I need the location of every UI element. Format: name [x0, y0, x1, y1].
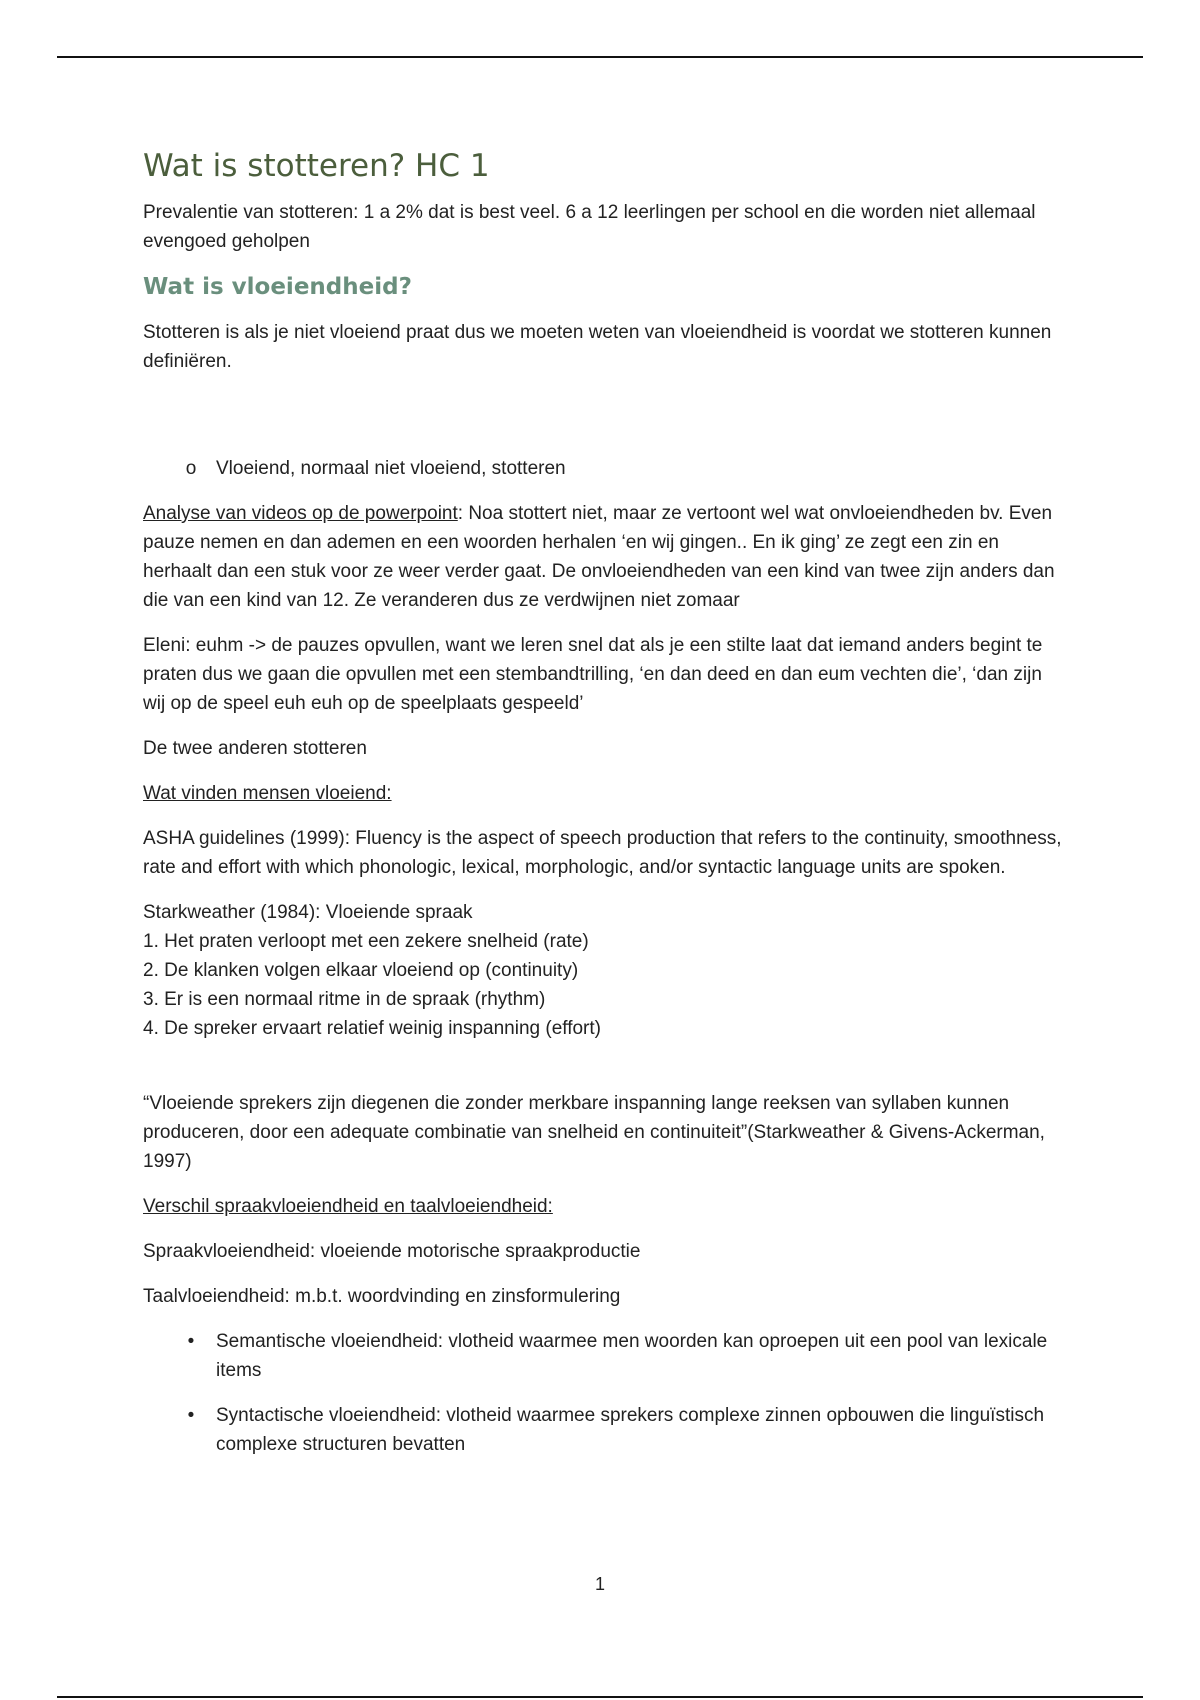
- list-item: 1. Het praten verloopt met een zekere snelheid (rate): [143, 931, 589, 952]
- header-rule: [57, 56, 1143, 58]
- circle-bullet-list: [143, 454, 1063, 483]
- list-item: 2. De klanken volgen elkaar vloeiend op (continuity): [143, 960, 579, 981]
- list-item-text: Semantische vloeiendheid: vlotheid waarmee men woorden kan oproepen uit een pool van lexicale items: [216, 1331, 1048, 1381]
- list-item: 4. De spreker ervaart relatief weinig inspanning (effort): [143, 1018, 601, 1039]
- list-item: [143, 1401, 1063, 1459]
- intro-paragraph: Prevalentie van stotteren: 1 a 2% dat is best veel. 6 a 12 leerlingen per school en die worden niet allemaal evengoed geholpen: [143, 202, 1036, 252]
- analyse-paragraph: [143, 499, 1063, 615]
- starkweather-title: Starkweather (1984): Vloeiende spraak: [143, 902, 473, 923]
- list-item-text: Vloeiend, normaal niet vloeiend, stotteren: [216, 458, 566, 479]
- bullet-icon: •: [187, 1331, 195, 1352]
- analyse-label: Analyse van videos op de powerpoint: [143, 503, 458, 524]
- dot-bullet-list: [143, 1327, 1063, 1459]
- circle-bullet-icon: o: [185, 458, 197, 479]
- wat-vinden-heading: Wat vinden mensen vloeiend:: [143, 783, 392, 804]
- eleni-paragraph: Eleni: euhm -> de pauzes opvullen, want we leren snel dat als je een stilte laat dat iemand anders begint te praten dus we gaan die opvullen met een stembandtrilling, ‘en dan deed en dan eum vechten die’, ‘dan zijn wij op de speel euh euh op de speelplaats gespeeld’: [143, 635, 1043, 714]
- taal-paragraph: Taalvloeiendheid: m.b.t. woordvinding en zinsformulering: [143, 1286, 621, 1307]
- list-item: [143, 1327, 1063, 1385]
- spacer: [143, 392, 1063, 454]
- list-item: 3. Er is een normaal ritme in de spraak (rhythm): [143, 989, 546, 1010]
- list-item-text: Syntactische vloeiendheid: vlotheid waarmee sprekers complexe zinnen opbouwen die linguïstisch complexe structuren bevatten: [216, 1405, 1045, 1455]
- document-body: [143, 146, 1063, 1475]
- analyse-text: : Noa stottert niet, maar ze vertoont wel wat onvloeiendheden bv. Even pauze nemen en dan ademen en een woorden herhalen ‘en wij gingen.. En ik ging’ ze zegt een zin en herhaalt dan een stuk voor ze weer verder gaat. De onvloeiendheden van een kind van twee zijn anders dan die van een kind van 12. Ze veranderen dus ze verdwijnen niet zomaar: [143, 503, 1055, 611]
- quote-paragraph: “Vloeiende sprekers zijn diegenen die zonder merkbare inspanning lange reeksen van syllaben kunnen produceren, door een adequate combinatie van snelheid en continuiteit”(Starkweather & Givens-Ackerman, 1997): [143, 1093, 1045, 1172]
- asha-paragraph: ASHA guidelines (1999): Fluency is the aspect of speech production that refers to the continuity, smoothness, rate and effort with which phonologic, lexical, morphologic, and/or syntactic language units are spoken.: [143, 828, 1062, 878]
- section-heading: Wat is vloeiendheid?: [143, 274, 412, 300]
- spraak-paragraph: Spraakvloeiendheid: vloeiende motorische spraakproductie: [143, 1241, 641, 1262]
- twee-paragraph: De twee anderen stotteren: [143, 738, 367, 759]
- bullet-icon: •: [187, 1405, 195, 1426]
- spacer: [143, 1059, 1063, 1089]
- page-number: 1: [594, 1574, 605, 1594]
- list-item: [143, 454, 1063, 483]
- document-title: Wat is stotteren? HC 1: [143, 148, 490, 184]
- footer-rule: [57, 1696, 1143, 1698]
- verschil-heading: Verschil spraakvloeiendheid en taalvloeiendheid:: [143, 1196, 553, 1217]
- vloeiendheid-paragraph: Stotteren is als je niet vloeiend praat dus we moeten weten van vloeiendheid is voordat we stotteren kunnen definiëren.: [143, 322, 1052, 372]
- starkweather-list: [143, 898, 1063, 1043]
